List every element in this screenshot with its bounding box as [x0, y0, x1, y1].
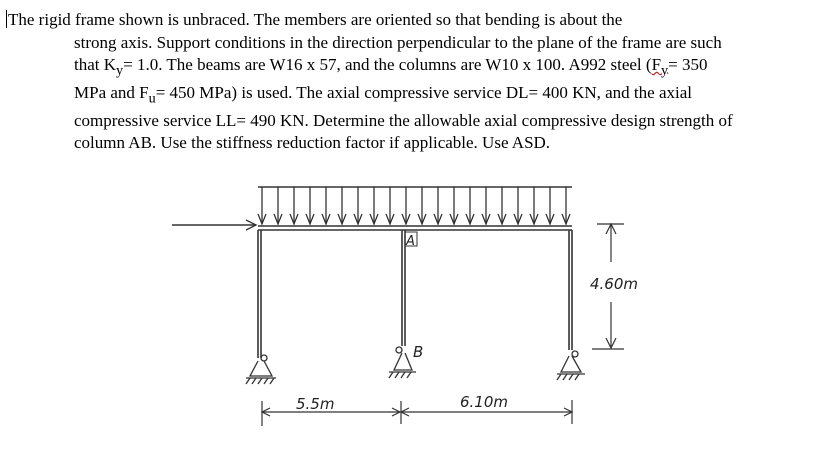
support-right-pin [572, 351, 578, 357]
support-left-pin [261, 355, 267, 361]
problem-line-2: strong axis. Support conditions in the direction perpendicular to the plane of the frame are such [74, 32, 722, 52]
lateral-load-arrow [172, 220, 256, 230]
support-middle-pin [396, 347, 402, 353]
label-B: B [413, 343, 424, 361]
problem-line-1: The rigid frame shown is unbraced. The members are oriented so that bending is about the [8, 10, 623, 29]
problem-line-3: that $K_y= 1.0$. The beams are W16 x 57, and the columns are W10 x 100. A992 steel ($F_y= 350$ [74, 55, 708, 79]
fy-symbol: $F_y$ [651, 55, 669, 79]
span-right-label: 6.10m [460, 393, 509, 411]
problem-line-5: compressive service LL= 490 KN. Determine the allowable axial compressive design strength of [74, 110, 733, 130]
height-label: 4.60m [590, 275, 639, 293]
svg-text:A: A [406, 234, 415, 249]
problem-line-4: MPa and $F_u= 450$ MPa) is used. The axial compressive service DL= 400 KN, and the axial [74, 82, 692, 107]
label-A [405, 232, 417, 249]
distributed-load-arrows [258, 187, 570, 224]
problem-line-6: column AB. Use the stiffness reduction factor if applicable. Use ASD. [74, 133, 551, 153]
span-left-label: 5.5m [296, 395, 335, 413]
